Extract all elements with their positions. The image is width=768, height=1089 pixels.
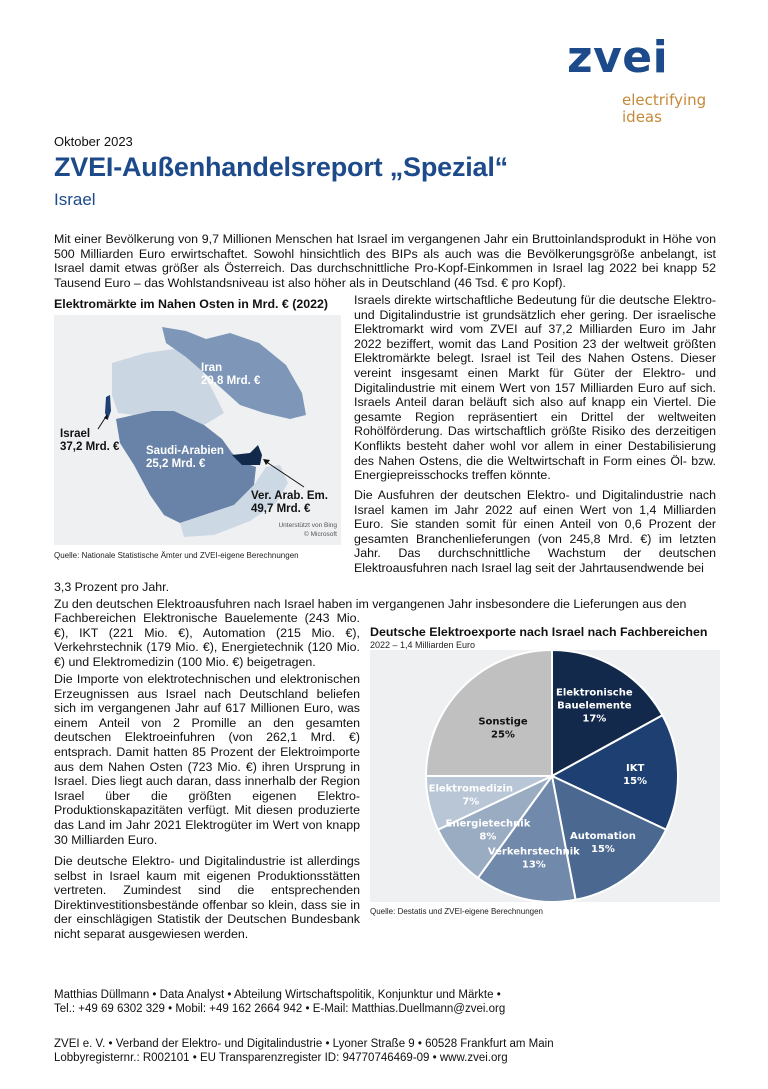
map-label-uae: Ver. Arab. Em. 49,7 Mrd. € <box>251 490 328 515</box>
map-label-israel: Israel 37,2 Mrd. € <box>60 428 120 453</box>
map-source: Quelle: Nationale Statistische Ämter und ZVEI-eigene Berechnungen <box>54 551 299 560</box>
map-label-iran: Iran 20,8 Mrd. € <box>201 362 261 387</box>
pie-chart-subtitle: 2022 – 1,4 Milliarden Euro <box>370 640 476 650</box>
pie-label-elektronische-bauelemente: Elektronische Bauelemente 17% <box>556 687 633 725</box>
pie-chart-source: Quelle: Destatis und ZVEI-eigene Berechnungen <box>370 907 543 916</box>
paragraph-investment: Die deutsche Elektro- und Digitalindustrie ist allerdings selbst in Israel kaum mit eigenen Produktionsstätten vertreten. Zumindest sind die entsprechenden Direktinvestitionsbestände offenbar so klein, dass sie in der einschlägigen Statistik der Deutschen Bundesbank nicht separat ausgewiesen werden. <box>54 854 360 941</box>
pie-chart-title: Deutsche Elektroexporte nach Israel nach Fachbereichen <box>370 625 708 639</box>
pie-label-elektromedizin: Elektromedizin 7% <box>428 783 514 808</box>
pie-chart-svg <box>370 650 720 902</box>
tagline-line-1: electrifying <box>622 91 707 109</box>
page-title: ZVEI-Außenhandelsreport „Spezial“ <box>54 152 508 182</box>
org-line-2: Lobbyregisternr.: R002101 • EU Transparenzregister ID: 94770746469-09 • www.zvei.org <box>54 1052 508 1064</box>
org-line-1: ZVEI e. V. • Verband der Elektro- und Digitalindustrie • Lyoner Straße 9 • 60528 Frankfurt am Main <box>54 1038 554 1050</box>
report-date: Oktober 2023 <box>54 134 133 149</box>
region-israel <box>105 395 111 419</box>
map-attribution: Unterstützt von Bing © Microsoft <box>278 522 337 538</box>
paragraph-imports: Die Importe von elektrotechnischen und elektronischen Erzeugnissen aus Israel nach Deutschland beliefen sich im vergangenen Jahr auf 617 Millionen Euro, was einem Anteil von 2 Promille an den gesamten deutschen Elektroeinfuhren (von 262,1 Mrd. €) entsprach. Damit hatten 85 Prozent der Elektroimporte aus dem Nahen Osten (723 Mio. €) ihren Ursprung in Israel. Dies liegt auch daran, dass innerhalb der Region Israel über die größten eigenen Elektro-Produktionskapazitäten verfügt. Mit diesen produzierte das Land im Jahr 2021 Elektrogüter im Wert von knapp 30 Milliarden Euro. <box>54 672 360 847</box>
pie-slice-sonstige <box>426 650 552 776</box>
pie-label-energietechnik: Energietechnik 8% <box>445 818 531 843</box>
pie-label-automation: Automation 15% <box>570 831 636 856</box>
author-contact <box>54 988 505 1016</box>
paragraph-exports-continuation: 3,3 Prozent pro Jahr. <box>54 580 170 594</box>
map-label-saudi-arabia: Saudi-Arabien 25,2 Mrd. € <box>146 445 224 470</box>
author-line-2: Tel.: +49 69 6302 329 • Mobil: +49 162 2664 942 • E-Mail: Matthias.Duellmann@zvei.org <box>54 1003 506 1015</box>
map-figure-title: Elektromärkte im Nahen Osten in Mrd. € (2022) <box>54 297 329 311</box>
middle-east-map <box>54 315 341 545</box>
tagline-line-2: ideas <box>622 108 662 126</box>
pie-label-sonstige: Sonstige 25% <box>478 716 528 741</box>
zvei-logo-wordmark: zvei <box>567 32 669 83</box>
paragraph-exports: Die Ausfuhren der deutschen Elektro- und Digitalindustrie nach Israel kamen im Jahr 2022 auf einen Wert von 1,4 Milliarden Euro. Sie standen somit für einen Anteil von 0,6 Prozent der gesamten Branchenlieferungen (von 245,8 Mrd. €) im letzten Jahr. Das durchschnittliche Wachstum der deutschen Elektroausfuhren nach Israel lag seit der Jahrtausendwende bei <box>354 488 716 575</box>
pie-label-ikt: IKT 15% <box>623 762 648 787</box>
intro-paragraph: Mit einer Bevölkerung von 9,7 Millionen Menschen hat Israel im vergangenen Jahr ein Bruttoinlandsprodukt in Höhe von 500 Milliarden Euro erwirtschaftet. Sowohl hinsichtlich des BIPs als auch was die Bevölkerungsgröße anbelangt, ist Israel damit etwas größer als Österreich. Das durchschnittliche Pro-Kopf-Einkommen in Israel lag 2022 bei knapp 52 Tausend Euro – das Wohlstandsniveau ist also höher als in Deutschland (46 Tsd. € pro Kopf). <box>54 232 716 290</box>
pie-label-verkehrstechnik: Verkehrstechnik 13% <box>487 846 580 871</box>
paragraph-export-segments: Fachbereichen Elektronische Bauelemente (243 Mio. €), IKT (221 Mio. €), Automation (215 Mio. €), Verkehrstechnik (179 Mio. €), Energietechnik (120 Mio. €) und Elektromedizin (100 Mio. €) beigetragen. <box>54 611 360 669</box>
author-line-1: Matthias Düllmann • Data Analyst • Abteilung Wirtschaftspolitik, Konjunktur und Märkte • <box>54 989 501 1001</box>
paragraph-export-segments-intro: Zu den deutschen Elektroausfuhren nach Israel haben im vergangenen Jahr insbesondere die Lieferungen aus den <box>54 597 687 611</box>
pie-chart <box>370 650 720 902</box>
organization-info <box>54 1037 554 1065</box>
page-subtitle: Israel <box>54 190 96 209</box>
paragraph-market-significance: Israels direkte wirtschaftliche Bedeutung für die deutsche Elektro- und Digitalindustrie ist grundsätzlich eher gering. Der israelische Elektromarkt wird vom ZVEI auf 37,2 Milliarden Euro im Jahr 2022 beziffert, womit das Land Position 23 der weltweit größten Elektromärkte belegt. Israel ist Teil des Nahen Ostens. Dieser vereint insgesamt einen Markt für Güter der Elektro- und Digitalindustrie mit einem Wert von 157 Milliarden Euro auf sich. Israels Anteil daran beläuft sich also auf knapp ein Viertel. Die gesamte Region repräsentiert ein Drittel der weltweiten Rohölförderung. Das wirtschaftlich größte Risiko des derzeitigen Konflikts besteht daher wohl vor allem in einer Destabilisierung des Nahen Ostens, die die Weltwirtschaft in Form eines Öl- bzw. Energiepreisschocks treffen könnte. <box>354 293 716 483</box>
zvei-logo-tagline <box>622 92 706 126</box>
